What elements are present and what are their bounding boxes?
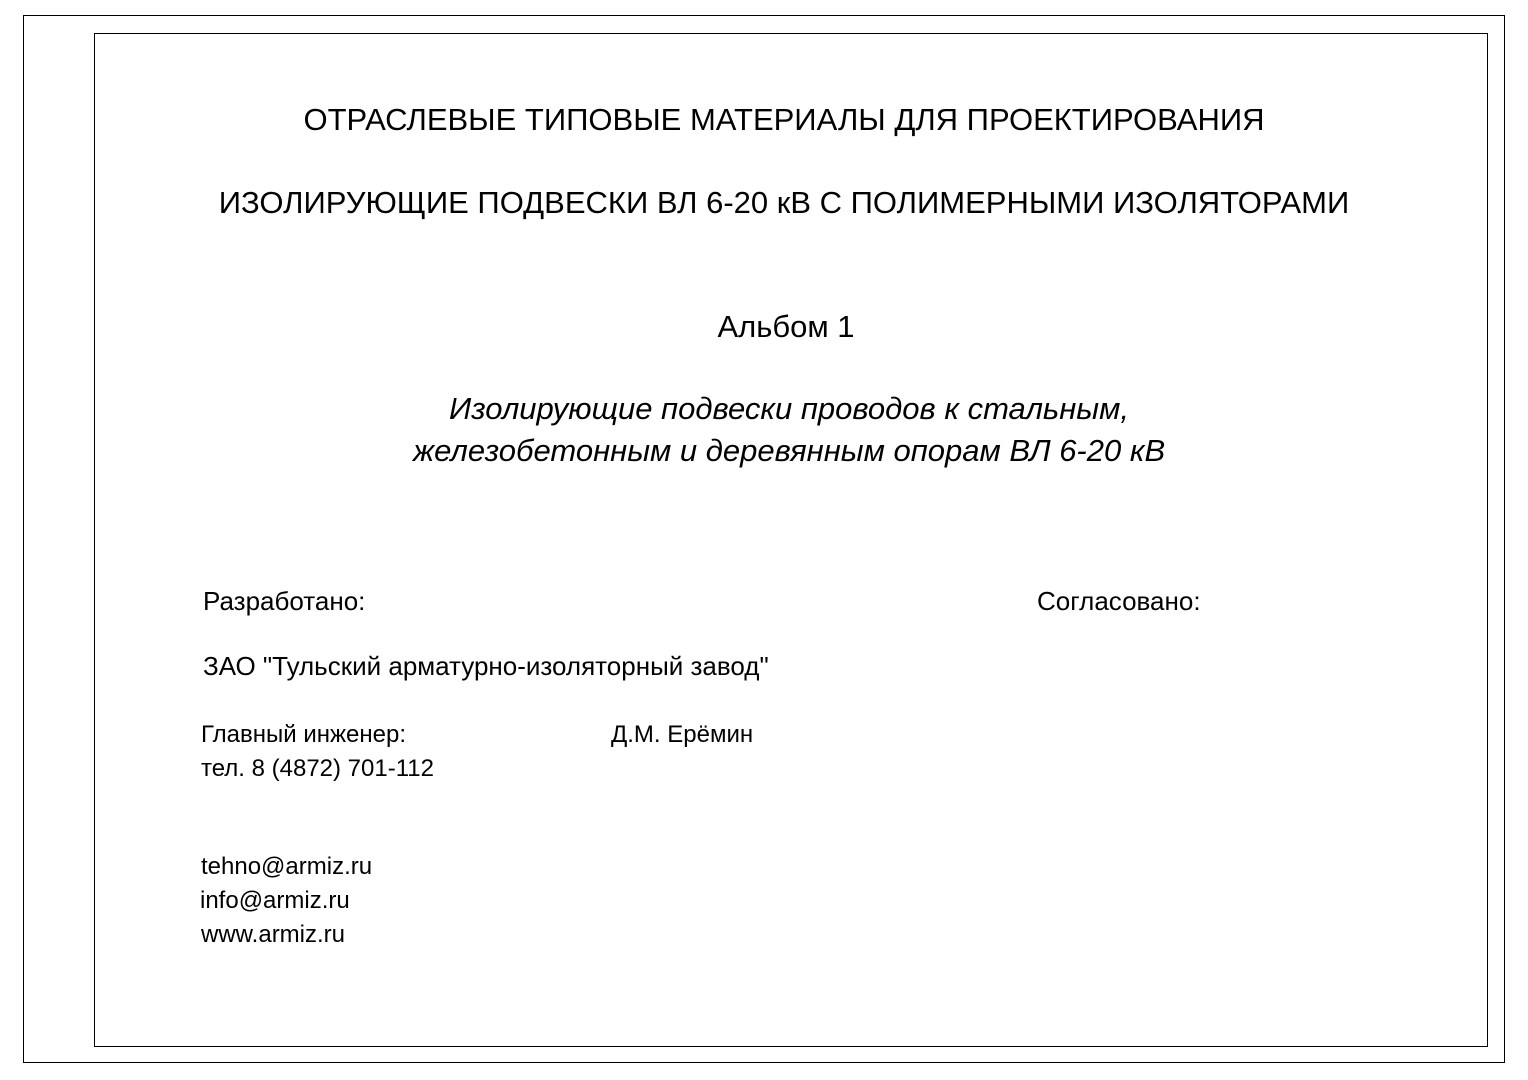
website-link[interactable]: www.armiz.ru xyxy=(201,921,346,948)
document-title: ОТРАСЛЕВЫЕ ТИПОВЫЕ МАТЕРИАЛЫ ДЛЯ ПРОЕКТИРОВАНИЯ xyxy=(303,102,1265,137)
album-subtitle-line1: Изолирующие подвески проводов к стальным, xyxy=(449,391,1129,426)
developed-label: Разработано: xyxy=(203,586,366,616)
album-label: Альбом 1 xyxy=(717,309,855,344)
company-name: ЗАО "Тульский арматурно-изоляторный завод" xyxy=(203,651,769,681)
phone-number: тел. 8 (4872) 701-112 xyxy=(201,755,434,782)
chief-engineer-name: Д.М. Ерёмин xyxy=(611,721,754,748)
album-subtitle-line2: железобетонным и деревянным опорам ВЛ 6-20 кВ xyxy=(412,433,1166,468)
email-info[interactable]: info@armiz.ru xyxy=(200,887,350,914)
chief-engineer-label: Главный инженер: xyxy=(201,721,407,748)
document-subject: ИЗОЛИРУЮЩИЕ ПОДВЕСКИ ВЛ 6-20 кВ С ПОЛИМЕРНЫМИ ИЗОЛЯТОРАМИ xyxy=(218,185,1350,220)
agreed-label: Согласовано: xyxy=(1037,586,1201,616)
email-tech[interactable]: tehno@armiz.ru xyxy=(201,853,373,880)
